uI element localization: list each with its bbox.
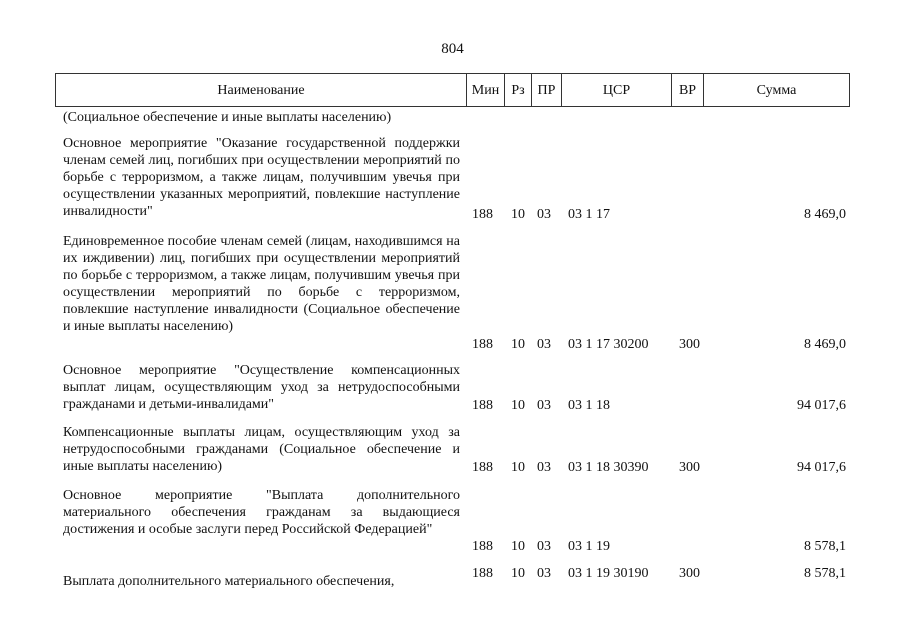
table-row bbox=[63, 362, 848, 414]
row-min: 188 bbox=[472, 539, 493, 554]
row-rz: 10 bbox=[511, 207, 525, 222]
row-pr: 03 bbox=[537, 398, 551, 413]
row-name: Выплата дополнительного материального обеспечения, bbox=[63, 574, 395, 589]
row-name: Основное мероприятие "Выплата дополнительного материального обеспечения гражданам за выдающиеся достижения и особые заслуги перед Российской Федерацией" bbox=[63, 488, 460, 537]
header-pr: ПР bbox=[531, 74, 561, 106]
row-sum: 8 578,1 bbox=[804, 566, 846, 581]
row-sum: 8 578,1 bbox=[804, 539, 846, 554]
row-name: Единовременное пособие членам семей (лицам, находившимся на их иждивении) лиц, погибших при осуществлении мероприятий по борьбе с терроризмом, а также лицам, получившим увечья при осуществлении мероприятий по борьбе с терроризмом, повлекшие наступление инвалидности (Социальное обеспечение и иные выплаты населению) bbox=[63, 234, 460, 334]
header-sum: Сумма bbox=[703, 74, 849, 106]
row-sum: 94 017,6 bbox=[797, 398, 846, 413]
row-pr: 03 bbox=[537, 566, 551, 581]
table-row bbox=[63, 135, 848, 223]
row-name: Основное мероприятие "Оказание государственной поддержки членам семей лиц, погибших при осуществлении мероприятий по борьбе с терроризмом, а также лицам, получившим увечья при осуществлении указанных мероприятий, повлекшие наступление инвалидности" bbox=[63, 136, 460, 219]
table-row bbox=[63, 233, 848, 353]
row-csr: 03 1 19 30190 bbox=[568, 566, 649, 581]
header-csr: ЦСР bbox=[561, 74, 671, 106]
table-row bbox=[63, 565, 848, 589]
table-row bbox=[63, 424, 848, 476]
row-pr: 03 bbox=[537, 460, 551, 475]
row-rz: 10 bbox=[511, 337, 525, 352]
row-csr: 03 1 17 bbox=[568, 207, 610, 222]
row-csr: 03 1 19 bbox=[568, 539, 610, 554]
row-pr: 03 bbox=[537, 207, 551, 222]
row-name: Компенсационные выплаты лицам, осуществляющим уход за нетрудоспособными гражданами (Социальное обеспечение и иные выплаты населению) bbox=[63, 425, 460, 474]
row-sum: 8 469,0 bbox=[804, 337, 846, 352]
row-rz: 10 bbox=[511, 398, 525, 413]
row-csr: 03 1 18 30390 bbox=[568, 460, 649, 475]
row-vr: 300 bbox=[679, 337, 700, 352]
row-min: 188 bbox=[472, 337, 493, 352]
row-min: 188 bbox=[472, 566, 493, 581]
row-min: 188 bbox=[472, 398, 493, 413]
header-rz: Рз bbox=[504, 74, 531, 106]
row-csr: 03 1 17 30200 bbox=[568, 337, 649, 352]
row-rz: 10 bbox=[511, 539, 525, 554]
row-sum: 94 017,6 bbox=[797, 460, 846, 475]
row-min: 188 bbox=[472, 460, 493, 475]
row-csr: 03 1 18 bbox=[568, 398, 610, 413]
header-min: Мин bbox=[466, 74, 504, 106]
row-name: Основное мероприятие "Осуществление компенсационных выплат лицам, осуществляющим уход за нетрудоспособными гражданами и детьми-инвалидами" bbox=[63, 363, 460, 412]
row-min: 188 bbox=[472, 207, 493, 222]
row-rz: 10 bbox=[511, 566, 525, 581]
continuation-text: (Социальное обеспечение и иные выплаты населению) bbox=[63, 110, 392, 125]
table-row bbox=[63, 487, 848, 555]
page-number: 804 bbox=[441, 41, 464, 57]
table-header bbox=[55, 73, 850, 107]
row-vr: 300 bbox=[679, 460, 700, 475]
row-sum: 8 469,0 bbox=[804, 207, 846, 222]
row-pr: 03 bbox=[537, 337, 551, 352]
header-name: Наименование bbox=[217, 82, 305, 98]
row-rz: 10 bbox=[511, 460, 525, 475]
row-vr: 300 bbox=[679, 566, 700, 581]
header-vr: ВР bbox=[671, 74, 703, 106]
row-pr: 03 bbox=[537, 539, 551, 554]
